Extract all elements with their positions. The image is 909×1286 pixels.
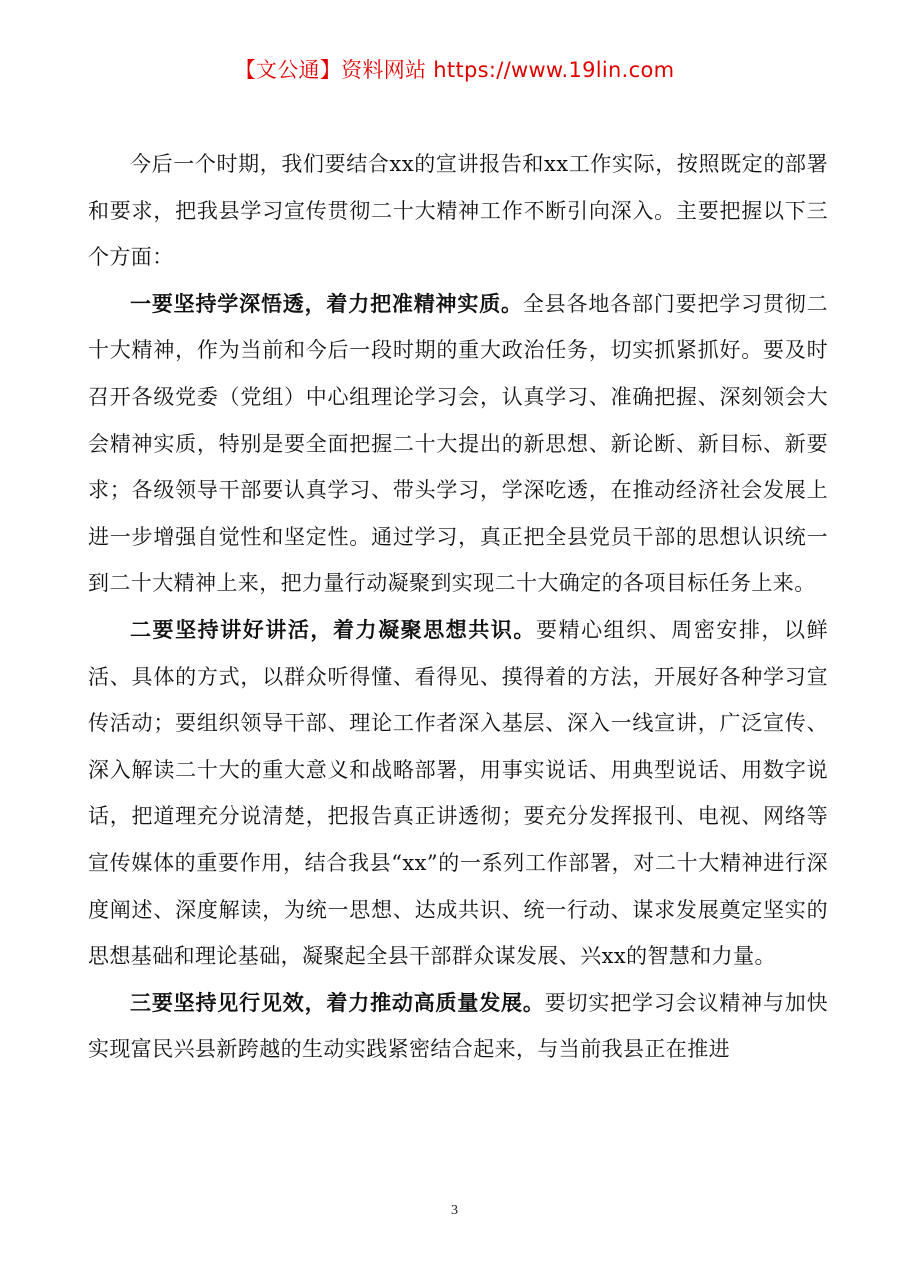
paragraph-lead: 二要坚持讲好讲活，着力凝聚思想共识。 xyxy=(130,617,536,642)
paragraph-text: 要切实把学习会议精神与加快实现富民兴县新跨越的生动实践紧密结合起来，与当前我县正在推进 xyxy=(88,990,828,1062)
paragraph-text: 今后一个时期，我们要结合xx的宣讲报告和xx工作实际，按照既定的部署和要求，把我县学习宣传贯彻二十大精神工作不断引向深入。主要把握以下三个方面： xyxy=(88,152,828,270)
paragraph-point-three xyxy=(88,980,828,1073)
paragraph-text: 全县各地各部门要把学习贯彻二十大精神，作为当前和今后一段时期的重大政治任务，切实抓紧抓好。要及时召开各级党委（党组）中心组理论学习会，认真学习、准确把握、深刻领会大会精神实质，特别是要全面把握二十大提出的新思想、新论断、新目标、新要求；各级领导干部要认真学习、带头学习，学深吃透，在推动经济社会发展上进一步增强自觉性和坚定性。通过学习，真正把全县党员干部的思想认识统一到二十大精神上来，把力量行动凝聚到实现二十大确定的各项目标任务上来。 xyxy=(88,291,828,596)
paragraph-lead: 三要坚持见行见效，着力推动高质量发展。 xyxy=(130,990,545,1015)
paragraph-point-one xyxy=(88,281,828,607)
site-header-banner: 【文公通】资料网站 https://www.19lin.com xyxy=(234,58,675,82)
paragraph-lead: 一要坚持学深悟透，着力把准精神实质。 xyxy=(130,291,523,316)
paragraph-point-two xyxy=(88,607,828,980)
document-body xyxy=(88,141,828,1073)
paragraph-text: 要精心组织、周密安排，以鲜活、具体的方式，以群众听得懂、看得见、摸得着的方法，开展好各种学习宣传活动；要组织领导干部、理论工作者深入基层、深入一线宣讲，广泛宣传、深入解读二十大的重大意义和战略部署，用事实说话、用典型说话、用数字说话，把道理充分说清楚，把报告真正讲透彻；要充分发挥报刊、电视、网络等宣传媒体的重要作用，结合我县“xx”的一系列工作部署，对二十大精神进行深度阐述、深度解读，为统一思想、达成共识、统一行动、谋求发展奠定坚实的思想基础和理论基础，凝聚起全县干部群众谋发展、兴xx的智慧和力量。 xyxy=(88,617,829,969)
paragraph-intro xyxy=(88,141,828,281)
page-number: 3 xyxy=(451,1203,458,1218)
